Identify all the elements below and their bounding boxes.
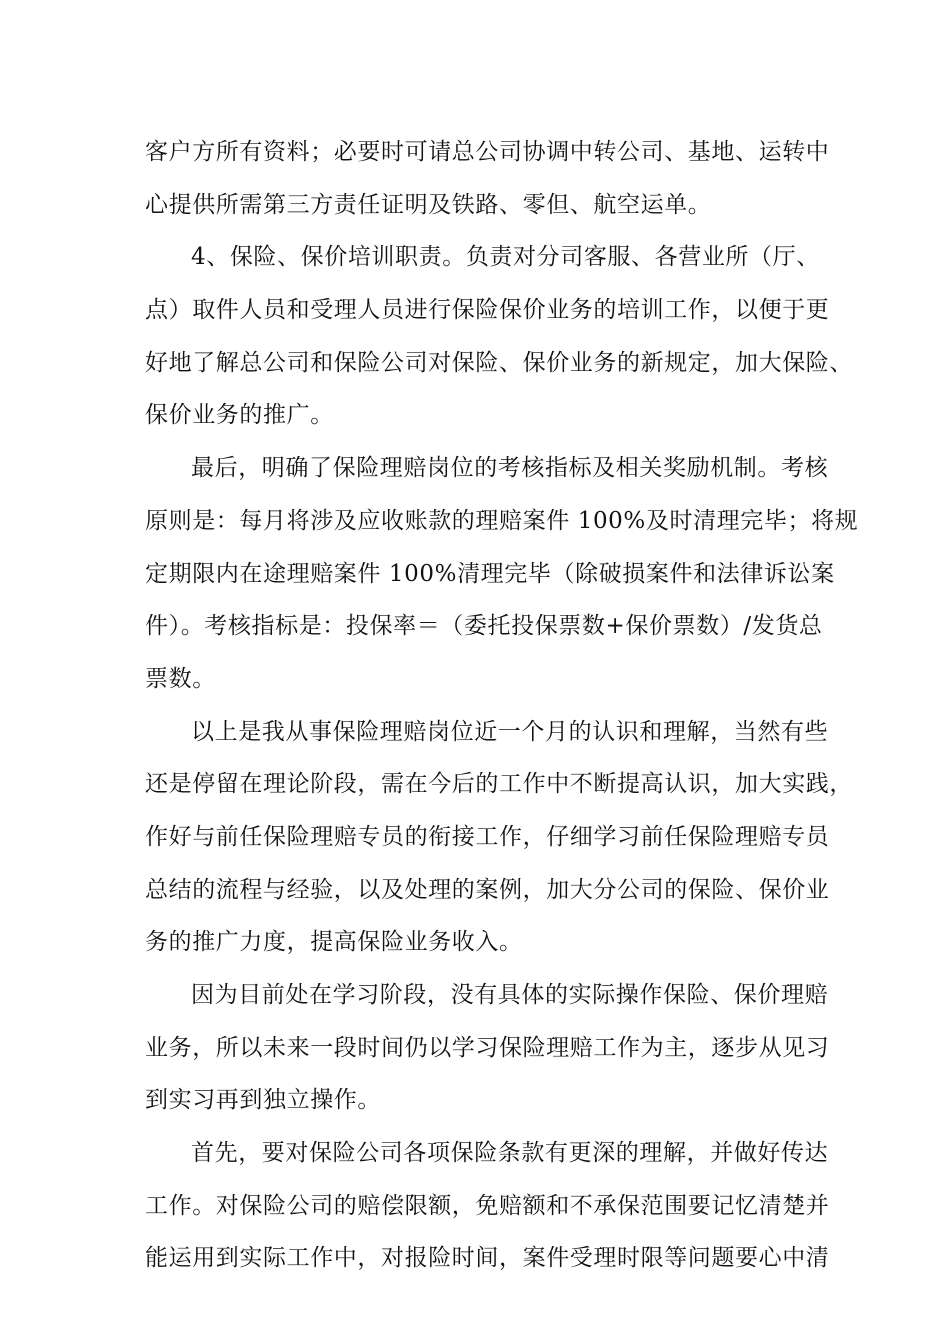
text-line: 客户方所有资料；必要时可请总公司协调中转公司、基地、运转中 <box>145 139 830 165</box>
text-line: 首先，要对保险公司各项保险条款有更深的理解，并做好传达 <box>191 1140 829 1167</box>
text-line: 好地了解总公司和保险公司对保险、保价业务的新规定，加大保险、 <box>145 349 853 376</box>
text-line: 4、保险、保价培训职责。负责对分司客服、各营业所（厅、 <box>191 244 820 271</box>
text-line: 件）。考核指标是：投保率＝（委托投保票数+保价票数）/发货总 <box>145 613 823 640</box>
text-line: 点）取件人员和受理人员进行保险保价业务的培训工作，以便于更 <box>145 297 830 324</box>
text-line: 心提供所需第三方责任证明及铁路、零但、航空运单。 <box>145 191 712 218</box>
text-line: 原则是：每月将涉及应收账款的理赔案件 100%及时清理完毕；将规 <box>145 507 859 534</box>
text-line: 业务，所以未来一段时间仍以学习保险理赔工作为主，逐步从见习 <box>145 1034 830 1061</box>
text-line: 作好与前任保险理赔专员的衔接工作，仔细学习前任保险理赔专员 <box>145 823 830 850</box>
text-line: 保价业务的推广。 <box>145 402 334 429</box>
text-line: 最后，明确了保险理赔岗位的考核指标及相关奖励机制。考核 <box>191 455 829 482</box>
text-line: 能运用到实际工作中，对报险时间，案件受理时限等问题要心中清 <box>145 1245 830 1272</box>
text-line: 务的推广力度，提高保险业务收入。 <box>145 929 523 956</box>
text-line: 定期限内在途理赔案件 100%清理完毕（除破损案件和法律诉讼案 <box>145 560 835 587</box>
text-line: 以上是我从事保险理赔岗位近一个月的认识和理解，当然有些 <box>191 718 829 745</box>
text-line: 总结的流程与经验，以及处理的案例，加大分公司的保险、保价业 <box>145 876 830 903</box>
text-line: 因为目前处在学习阶段，没有具体的实际操作保险、保价理赔 <box>191 982 829 1008</box>
text-line: 工作。对保险公司的赔偿限额，免赔额和不承保范围要记忆清楚并 <box>145 1192 830 1219</box>
document-body <box>145 126 859 1285</box>
text-line: 还是停留在理论阶段，需在今后的工作中不断提高认识，加大实践， <box>145 771 853 798</box>
text-line: 到实习再到独立操作。 <box>145 1087 381 1114</box>
text-line: 票数。 <box>145 665 216 692</box>
